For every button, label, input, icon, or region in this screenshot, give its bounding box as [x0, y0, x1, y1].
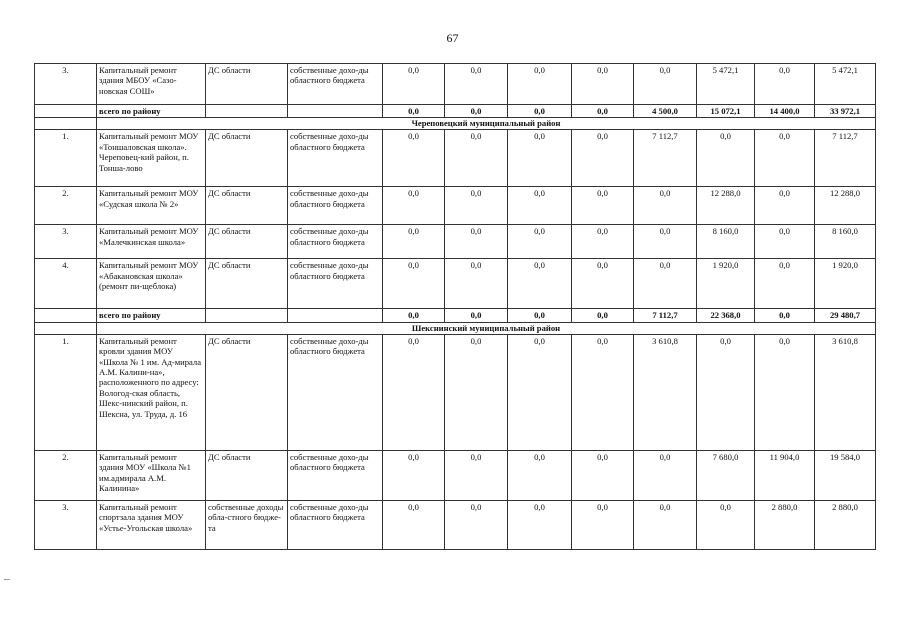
total-empty-cell	[288, 105, 383, 118]
row-value: 8 160,0	[697, 225, 755, 259]
row-value: 0,0	[383, 187, 445, 225]
row-number: 4.	[35, 259, 97, 309]
row-value: 0,0	[445, 187, 508, 225]
row-value: 0,0	[383, 225, 445, 259]
total-value: 0,0	[755, 309, 815, 322]
row-value: 0,0	[697, 130, 755, 187]
row-value: 0,0	[755, 225, 815, 259]
row-value: 0,0	[572, 187, 634, 225]
table-row	[35, 500, 876, 549]
row-value: 11 904,0	[755, 450, 815, 500]
row-value: 0,0	[508, 64, 572, 105]
row-budget-type: собственные дохо-ды областного бюджета	[288, 225, 383, 259]
row-budget-type: собственные дохо-ды областного бюджета	[288, 130, 383, 187]
row-value: 0,0	[697, 500, 755, 549]
table-row	[35, 187, 876, 225]
row-value: 0,0	[383, 64, 445, 105]
row-value: 0,0	[634, 225, 697, 259]
total-label: всего по району	[97, 105, 206, 118]
row-value: 0,0	[572, 225, 634, 259]
row-value: 0,0	[508, 334, 572, 450]
row-value: 0,0	[755, 130, 815, 187]
row-value: 0,0	[572, 500, 634, 549]
row-number: 3.	[35, 225, 97, 259]
row-value: 0,0	[383, 334, 445, 450]
row-value: 0,0	[508, 450, 572, 500]
row-funding-source: ДС области	[206, 225, 288, 259]
total-value: 0,0	[508, 309, 572, 322]
total-value: 0,0	[383, 105, 445, 118]
total-value: 22 368,0	[697, 309, 755, 322]
row-value: 0,0	[383, 259, 445, 309]
table-row	[35, 334, 876, 450]
table-row	[35, 225, 876, 259]
total-value: 0,0	[445, 105, 508, 118]
row-value: 0,0	[508, 225, 572, 259]
row-value: 0,0	[508, 259, 572, 309]
row-value: 0,0	[572, 450, 634, 500]
row-value: 7 112,7	[634, 130, 697, 187]
row-budget-type: собственные дохо-ды областного бюджета	[288, 259, 383, 309]
row-value: 19 584,0	[815, 450, 876, 500]
budget-table-body	[35, 64, 876, 550]
row-budget-type: собственные дохо-ды областного бюджета	[288, 64, 383, 105]
total-value: 33 972,1	[815, 105, 876, 118]
row-funding-source: ДС области	[206, 130, 288, 187]
row-value: 3 610,8	[815, 334, 876, 450]
row-value: 12 288,0	[697, 187, 755, 225]
row-value: 0,0	[572, 259, 634, 309]
total-value: 0,0	[383, 309, 445, 322]
row-value: 12 288,0	[815, 187, 876, 225]
total-value: 0,0	[572, 309, 634, 322]
row-value: 0,0	[634, 450, 697, 500]
row-value: 0,0	[383, 500, 445, 549]
total-value: 0,0	[572, 105, 634, 118]
row-value: 0,0	[445, 64, 508, 105]
row-number: 1.	[35, 130, 97, 187]
district-empty-cell	[35, 322, 97, 334]
row-number: 1.	[35, 334, 97, 450]
row-value: 0,0	[508, 500, 572, 549]
row-number: 2.	[35, 450, 97, 500]
row-value: 1 920,0	[815, 259, 876, 309]
row-number: 3.	[35, 64, 97, 105]
district-name: Шекснинский муниципальный район	[97, 322, 876, 334]
row-value: 0,0	[572, 334, 634, 450]
row-value: 0,0	[508, 187, 572, 225]
row-value: 0,0	[445, 130, 508, 187]
total-label: всего по району	[97, 309, 206, 322]
row-value: 0,0	[755, 64, 815, 105]
row-description: Капитальный ремонт здания МБОУ «Сазо-новская СОШ»	[97, 64, 206, 105]
row-budget-type: собственные дохо-ды областного бюджета	[288, 334, 383, 450]
row-budget-type: собственные дохо-ды областного бюджета	[288, 187, 383, 225]
row-value: 0,0	[508, 130, 572, 187]
district-header-row	[35, 118, 876, 130]
row-value: 7 112,7	[815, 130, 876, 187]
row-funding-source: ДС области	[206, 334, 288, 450]
row-value: 2 880,0	[755, 500, 815, 549]
total-value: 29 480,7	[815, 309, 876, 322]
row-description: Капитальный ремонт МОУ «Судская школа № 2»	[97, 187, 206, 225]
row-value: 0,0	[445, 225, 508, 259]
district-total-row	[35, 105, 876, 118]
row-value: 0,0	[634, 64, 697, 105]
row-value: 0,0	[445, 334, 508, 450]
row-value: 0,0	[755, 259, 815, 309]
row-description: Капитальный ремонт МОУ «Абакановская школа» (ремонт пи-щеблока)	[97, 259, 206, 309]
total-value: 14 400,0	[755, 105, 815, 118]
row-value: 0,0	[383, 450, 445, 500]
table-row	[35, 64, 876, 105]
row-funding-source: ДС области	[206, 450, 288, 500]
district-header-row	[35, 322, 876, 334]
row-number: 3.	[35, 500, 97, 549]
total-empty-cell	[35, 105, 97, 118]
total-value: 15 072,1	[697, 105, 755, 118]
row-value: 0,0	[445, 450, 508, 500]
row-value: 0,0	[755, 187, 815, 225]
table-row	[35, 130, 876, 187]
row-value: 7 680,0	[697, 450, 755, 500]
row-value: 2 880,0	[815, 500, 876, 549]
row-value: 0,0	[572, 64, 634, 105]
row-value: 1 920,0	[697, 259, 755, 309]
row-description: Капитальный ремонт МОУ «Тоншаловская школа». Череповец-кий район, п. Тонша-лово	[97, 130, 206, 187]
total-empty-cell	[206, 105, 288, 118]
row-funding-source: ДС области	[206, 259, 288, 309]
row-description: Капитальный ремонт здания МОУ «Школа №1 им.адмирала А.М. Калинина»	[97, 450, 206, 500]
total-value: 0,0	[508, 105, 572, 118]
row-budget-type: собственные дохо-ды областного бюджета	[288, 500, 383, 549]
row-value: 0,0	[572, 130, 634, 187]
total-value: 4 500,0	[634, 105, 697, 118]
row-number: 2.	[35, 187, 97, 225]
row-value: 0,0	[697, 334, 755, 450]
row-value: 8 160,0	[815, 225, 876, 259]
row-value: 3 610,8	[634, 334, 697, 450]
total-value: 7 112,7	[634, 309, 697, 322]
row-value: 5 472,1	[815, 64, 876, 105]
district-name: Череповецкий муниципальный район	[97, 118, 876, 130]
row-value: 0,0	[383, 130, 445, 187]
total-empty-cell	[35, 309, 97, 322]
table-row	[35, 450, 876, 500]
table-row	[35, 259, 876, 309]
row-value: 0,0	[445, 500, 508, 549]
district-empty-cell	[35, 118, 97, 130]
row-funding-source: ДС области	[206, 187, 288, 225]
row-funding-source: собственные доходы обла-стного бюдже-та	[206, 500, 288, 549]
row-budget-type: собственные дохо-ды областного бюджета	[288, 450, 383, 500]
row-value: 5 472,1	[697, 64, 755, 105]
row-value: 0,0	[445, 259, 508, 309]
row-description: Капитальный ремонт спортзала здания МОУ «Устье-Угольская школа»	[97, 500, 206, 549]
total-empty-cell	[206, 309, 288, 322]
row-description: Капитальный ремонт кровли здания МОУ «Школа № 1 им. Ад-мирала А.М. Калини-на», расположенного по адресу: Вологод-ская область, Шекс-нинский район, п. Шексна, ул. Труда, д. 16	[97, 334, 206, 450]
total-empty-cell	[288, 309, 383, 322]
scan-mark	[4, 579, 10, 580]
district-total-row	[35, 309, 876, 322]
budget-table	[34, 63, 876, 550]
row-value: 0,0	[634, 500, 697, 549]
row-description: Капитальный ремонт МОУ «Малечкинская школа»	[97, 225, 206, 259]
page-number: 67	[446, 31, 459, 45]
total-value: 0,0	[445, 309, 508, 322]
row-value: 0,0	[634, 259, 697, 309]
row-value: 0,0	[634, 187, 697, 225]
row-funding-source: ДС области	[206, 64, 288, 105]
row-value: 0,0	[755, 334, 815, 450]
